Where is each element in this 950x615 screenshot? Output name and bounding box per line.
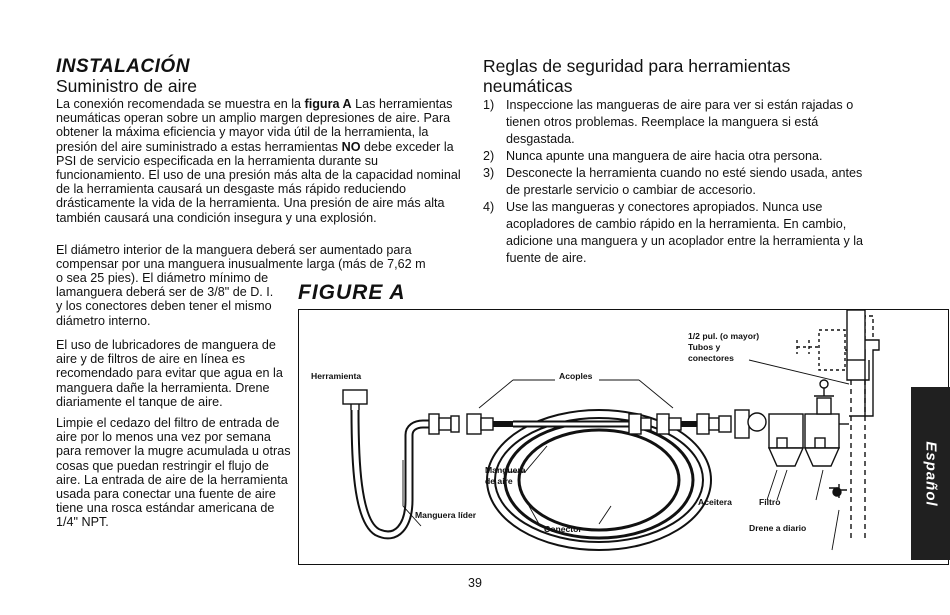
figure-a-diagram [298,309,949,565]
safety-rule-item [483,148,878,165]
label-tubos-2: Tubos y [688,342,721,352]
paragraph-hose-diameter-cont: o sea 25 pies). El diámetro mínimo de lamanguera deberá ser de 3/8" de D. I. y los conectores deben tener el mismo diámetro interno. [56,271,274,328]
label-filtro: Filtro [759,497,781,507]
safety-rule-item [483,165,878,199]
language-tab [911,387,950,560]
language-tab-label: Español [922,440,939,507]
figure-label: FIGURE A [298,281,406,304]
label-aceitera: Aceitera [698,497,732,507]
label-manguera-lider: Manguera líder [415,510,477,520]
paragraph-run: NO [341,139,361,154]
safety-rule-text: Desconecte la herramienta cuando no esté siendo usada, antes de prestarle servicio o cambiar de accesorio. [506,166,863,197]
section-subtitle: Suministro de aire [56,76,198,96]
safety-rules-title: Reglas de seguridad para herramientas neumáticas [483,56,791,96]
safety-rule-number: 4) [483,200,495,214]
label-manguera-aire-2: de aire [485,476,513,486]
safety-rule-number: 2) [483,149,495,163]
paragraph-filter: Limpie el cedazo del filtro de entrada de aire por lo menos una vez por semana para remover la mugre acumulada u otras cosas que puedan restringir el flujo de aire. La entrada de aire de la herramienta usada para conectar una fuente de aire tiene una rosca estándar americana de 1/4" NPT. [56,416,291,530]
paragraph-run: Las herramientas neumáticas operan sobre un amplio margen depresiones de aire. Para obtener la máxima eficiencia y mayor vida útil de la herramienta, la presión del aire suministrado a estas herramientas [56,97,453,154]
paragraph-run: La conexión recomendada se muestra en la [56,97,305,111]
label-acoples: Acoples [559,371,593,381]
paragraph-run: figura A [304,97,352,111]
label-conector: Conector [544,524,582,534]
paragraph-hose-diameter: El diámetro interior de la manguera deberá ser aumentado para compensar por una manguera inusualmente larga (más de 7,62 m [56,243,426,272]
label-tubos-1: 1/2 pul. (o mayor) [688,331,760,341]
label-tubos-3: conectores [688,353,734,363]
paragraph-run: debe exceder la PSI de servicio especificada en la herramienta durante su funcionamiento. El uso de una presión más alta de la capacidad nominal de la herramienta causará un desgaste más rápido reduciendo drásticamente la vida de la herramienta. Una presión de aire más alta también causará una condición insegura y una explosión. [56,139,461,225]
safety-rules-list [483,97,878,267]
safety-rule-text: Inspeccione las mangueras de aire para ver si están rajadas o tienen otros problemas. Reemplace la manguera si está desgastada. [506,98,854,146]
label-manguera-aire-1: Manguera [485,465,526,475]
paragraph-lubricators: El uso de lubricadores de manguera de aire y de filtros de aire en línea es recomendado para evitar que agua en la manguera dañe la herramienta. Drene diariamente el tanque de aire. [56,338,283,409]
safety-rule-number: 1) [483,98,495,112]
label-drene: Drene a diario [749,523,807,533]
safety-rule-number: 3) [483,166,495,180]
section-title: INSTALACIÓN [56,56,190,77]
page-number: 39 [468,576,482,590]
label-herramienta: Herramienta [311,371,362,381]
safety-rule-item [483,97,878,148]
safety-rule-text: Nunca apunte una manguera de aire hacia otra persona. [506,149,823,163]
air-supply-diagram [299,310,950,566]
paragraph-air-supply [56,97,466,225]
safety-rule-item [483,199,878,267]
safety-rule-text: Use las mangueras y conectores apropiados. Nunca use acopladores de cambio rápido en la herramienta. En cambio, adicione una manguera y un acoplador entre la herramienta y la fuente de aire. [506,200,864,265]
